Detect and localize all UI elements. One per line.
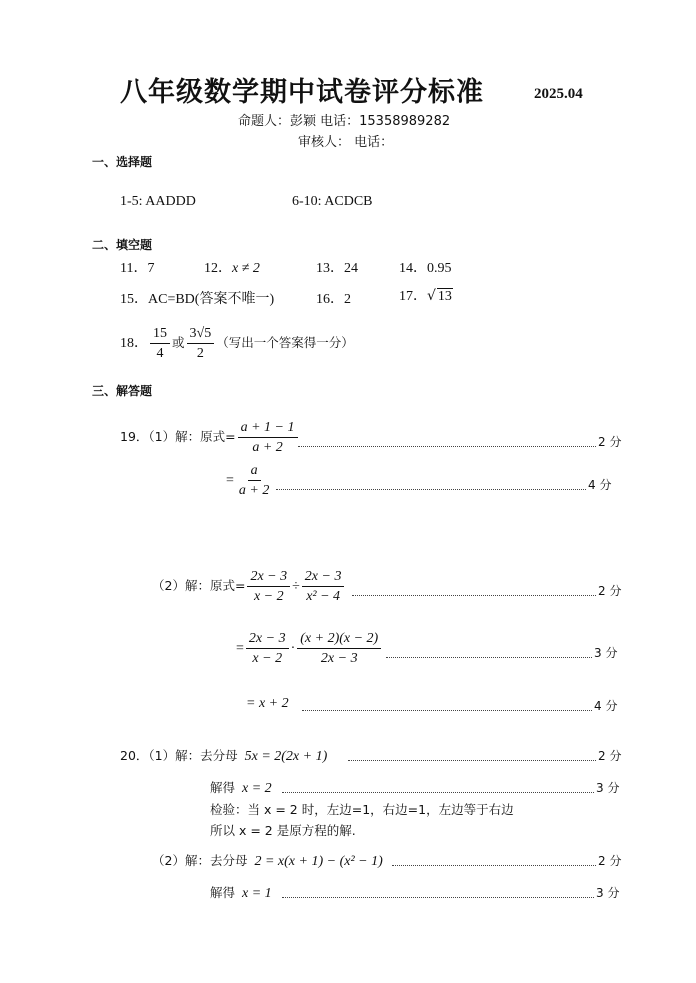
fill-q15: 15．AC=BD(答案不唯一) (120, 292, 275, 307)
section-fill-heading: 二、填空题 (92, 238, 153, 252)
q19-1-label: 19．（1）解：原式= (120, 429, 236, 445)
dotted-leader (276, 489, 586, 490)
dotted-leader (302, 710, 592, 711)
q20-1b-score: 3 分 (596, 781, 620, 795)
q19-2c-score: 4 分 (594, 699, 618, 713)
fill-q18-frac1-denominator: 4 (156, 346, 164, 362)
q19-1b-numerator: a (248, 463, 261, 481)
q19-1-line (120, 420, 300, 456)
reviewer-line: 审核人： 电话： (298, 135, 394, 150)
fill-q12 (204, 257, 260, 277)
q19-2-label: （2）解：原式= (152, 578, 246, 594)
q20-1-label: 20．（1）解：去分母 (120, 748, 238, 763)
q20-1b-equation: x = 2 (242, 781, 272, 796)
q19-1-denominator: a + 2 (252, 440, 283, 456)
fill-q18-number: 18． (120, 336, 148, 352)
dotted-leader (298, 446, 596, 447)
author-line: 命题人：彭颖 电话：15358989282 (238, 114, 451, 129)
q19-2-line (152, 569, 346, 605)
section-solution-heading: 三、解答题 (92, 384, 153, 398)
q20-1-score: 2 分 (598, 749, 622, 763)
q19-2-frac1-numerator: 2x − 3 (247, 569, 290, 587)
fill-q18-or: 或 (172, 335, 185, 351)
fill-q18-note: （写出一个答案得一分） (216, 335, 354, 351)
page-title: 八年级数学期中试卷评分标准 (120, 77, 484, 108)
fill-q17-number: 17． (399, 289, 427, 304)
q20-2b-score: 3 分 (596, 886, 620, 900)
q20-check: 检验：当 x = 2 时，左边=1，右边=1，左边等于右边 (210, 802, 514, 817)
fill-q13: 13．24 (316, 261, 358, 276)
exam-date: 2025.04 (534, 86, 583, 102)
dotted-leader (392, 865, 596, 866)
q19-2-frac2-denominator: x² − 4 (306, 589, 341, 605)
q20-2-line (152, 851, 383, 870)
q19-2b-line (236, 631, 383, 667)
q19-2-score: 2 分 (598, 584, 622, 598)
fill-q18-frac1-numerator: 15 (150, 326, 170, 344)
dotted-leader (352, 595, 596, 596)
q19-2b-frac1-numerator: 2x − 3 (246, 631, 289, 649)
q19-1b-equals: = (226, 473, 234, 489)
q20-2b-label: 解得 (210, 885, 236, 900)
q19-2-frac2-numerator: 2x − 3 (302, 569, 345, 587)
fill-q18 (120, 326, 354, 362)
dotted-leader (282, 792, 594, 793)
q19-2b-dot: · (290, 641, 296, 657)
fill-q17-radicand: 13 (437, 289, 452, 304)
q19-2-divide: ÷ (292, 579, 300, 595)
q19-1b-line (226, 463, 274, 499)
q19-2b-frac1-denominator: x − 2 (252, 651, 283, 667)
q19-2b-equals: = (236, 641, 244, 657)
q19-2c-line: = x + 2 (246, 696, 289, 711)
fill-q16: 16．2 (316, 292, 351, 307)
q19-1-score: 2 分 (598, 435, 622, 449)
choice-answers-1-5: 1-5: AADDD (120, 194, 196, 209)
q19-2b-frac2-numerator: (x + 2)(x − 2) (297, 631, 381, 649)
dotted-leader (386, 657, 592, 658)
fill-q12-number: 12． (204, 261, 232, 276)
q20-2-label: （2）解：去分母 (152, 853, 248, 868)
q20-1b-label: 解得 (210, 780, 236, 795)
fill-q11: 11．7 (120, 261, 155, 276)
dotted-leader (348, 760, 596, 761)
q19-1b-score: 4 分 (588, 478, 612, 492)
q19-2b-frac2-denominator: 2x − 3 (320, 651, 358, 667)
section-choice-heading: 一、选择题 (92, 155, 153, 169)
q20-1b-line (210, 778, 272, 797)
q20-2b-line (210, 883, 272, 902)
fill-q14: 14．0.95 (399, 261, 452, 276)
q20-conclusion: 所以 x = 2 是原方程的解. (210, 823, 356, 838)
fill-q17 (399, 285, 453, 305)
q20-2-equation: 2 = x(x + 1) − (x² − 1) (254, 854, 383, 869)
q19-2-frac1-denominator: x − 2 (253, 589, 284, 605)
dotted-leader (282, 897, 594, 898)
fill-q18-frac2-numerator: 3√5 (187, 326, 215, 344)
sqrt-icon: √ (427, 288, 436, 304)
q20-1-line (120, 746, 327, 765)
q19-1-numerator: a + 1 − 1 (238, 420, 298, 438)
q19-1b-denominator: a + 2 (238, 483, 270, 499)
q20-1-equation: 5x = 2(2x + 1) (244, 749, 328, 764)
q20-2b-equation: x = 1 (242, 886, 272, 901)
q19-2b-score: 3 分 (594, 646, 618, 660)
fill-q18-frac2-denominator: 2 (196, 346, 204, 362)
fill-q12-value: x ≠ 2 (232, 261, 260, 276)
q20-2-score: 2 分 (598, 854, 622, 868)
choice-answers-6-10: 6-10: ACDCB (292, 194, 373, 209)
